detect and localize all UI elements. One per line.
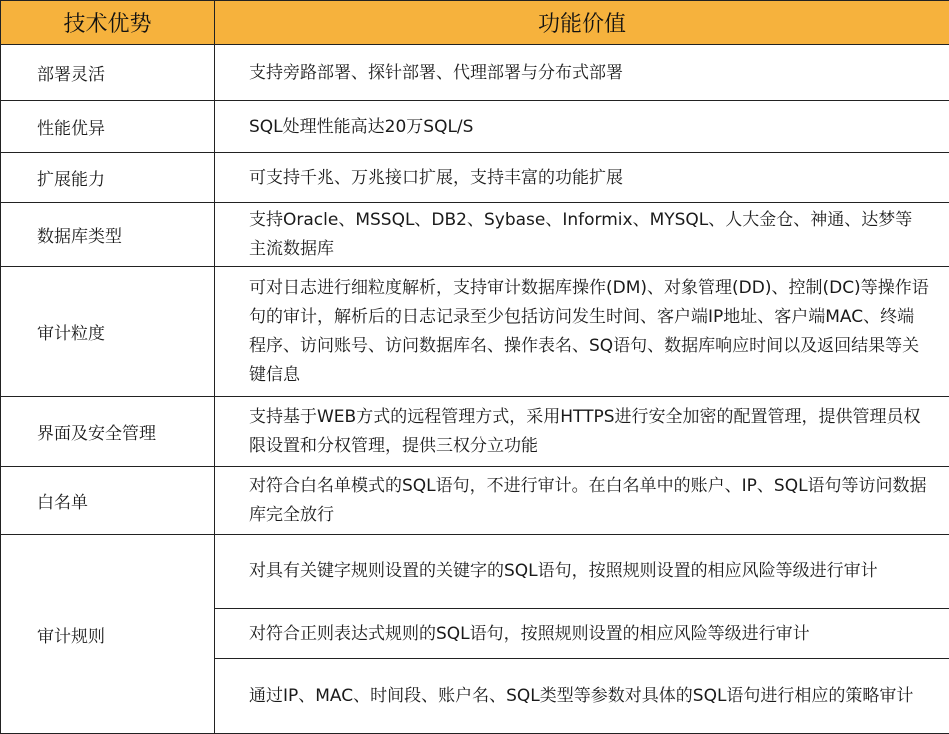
feature-cell: 性能优异 xyxy=(1,101,215,153)
table-row xyxy=(1,467,949,535)
table-header-row xyxy=(1,1,949,45)
feature-cell: 部署灵活 xyxy=(1,45,215,101)
value-cell: 对符合白名单模式的SQL语句，不进行审计。在白名单中的账户、IP、SQL语句等访问数据库完全放行 xyxy=(215,467,949,535)
value-cell: 可支持千兆、万兆接口扩展，支持丰富的功能扩展 xyxy=(215,153,949,203)
value-cell: 可对日志进行细粒度解析，支持审计数据库操作(DM)、对象管理(DD)、控制(DC)等操作语句的审计，解析后的日志记录至少包括访问发生时间、客户端IP地址、客户端MAC、终端程序、访问账号、访问数据库名、操作表名、SQ语句、数据库响应时间以及返回结果等关键信息 xyxy=(215,267,949,397)
value-cell: 支持基于WEB方式的远程管理方式，采用HTTPS进行安全加密的配置管理，提供管理员权限设置和分权管理，提供三权分立功能 xyxy=(215,397,949,467)
feature-cell: 审计粒度 xyxy=(1,267,215,397)
table-row xyxy=(1,203,949,267)
header-function-value: 功能价值 xyxy=(215,1,949,45)
feature-cell: 扩展能力 xyxy=(1,153,215,203)
table-row xyxy=(1,45,949,101)
feature-cell: 数据库类型 xyxy=(1,203,215,267)
feature-cell: 界面及安全管理 xyxy=(1,397,215,467)
table-row xyxy=(1,101,949,153)
value-cell: 支持Oracle、MSSQL、DB2、Sybase、Informix、MYSQL、人大金仓、神通、达梦等主流数据库 xyxy=(215,203,949,267)
table-row xyxy=(1,535,949,609)
table-row xyxy=(1,153,949,203)
feature-cell: 白名单 xyxy=(1,467,215,535)
value-cell: SQL处理性能高达20万SQL/S xyxy=(215,101,949,153)
value-cell: 通过IP、MAC、时间段、账户名、SQL类型等参数对具体的SQL语句进行相应的策略审计 xyxy=(215,659,949,734)
feature-cell: 审计规则 xyxy=(1,535,215,734)
value-cell: 对符合正则表达式规则的SQL语句，按照规则设置的相应风险等级进行审计 xyxy=(215,609,949,659)
table-row xyxy=(1,397,949,467)
value-cell: 对具有关键字规则设置的关键字的SQL语句，按照规则设置的相应风险等级进行审计 xyxy=(215,535,949,609)
table-row xyxy=(1,267,949,397)
value-cell: 支持旁路部署、探针部署、代理部署与分布式部署 xyxy=(215,45,949,101)
header-tech-advantage: 技术优势 xyxy=(1,1,215,45)
